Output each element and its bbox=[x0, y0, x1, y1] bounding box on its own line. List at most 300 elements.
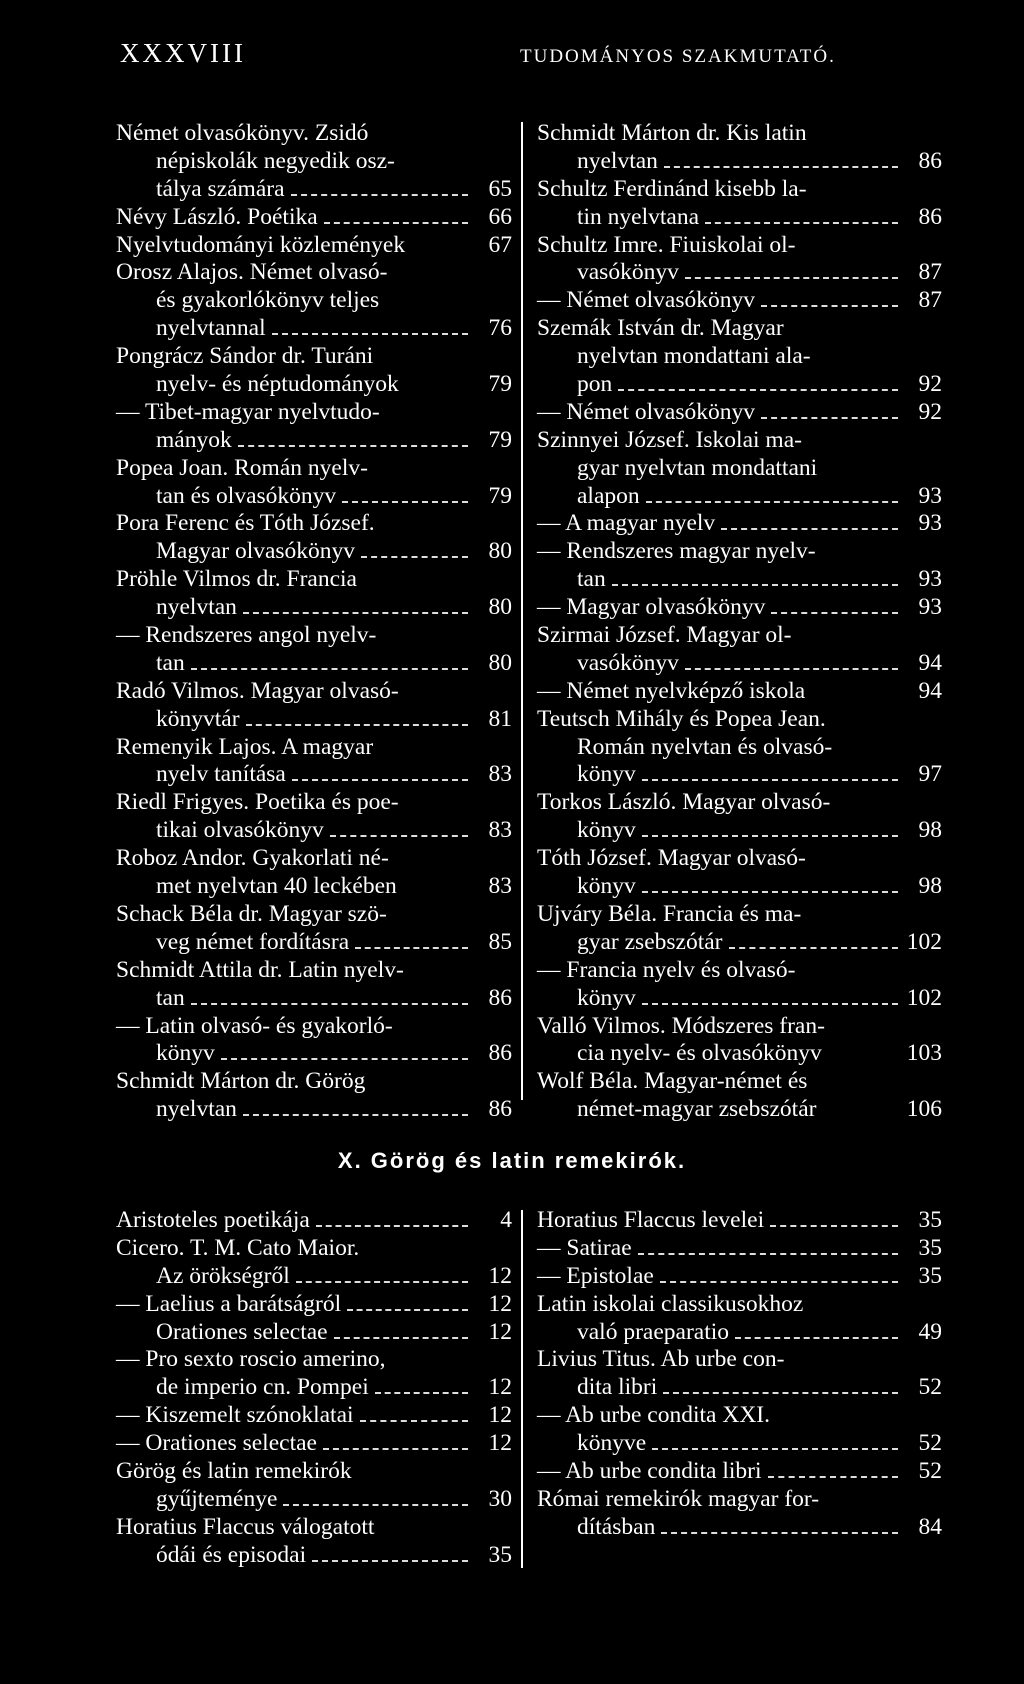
entry-text: könyve bbox=[577, 1430, 647, 1457]
entry-text: — Epistolae bbox=[537, 1262, 654, 1289]
index-entry-line bbox=[537, 566, 942, 594]
entry-text: Schack Béla dr. Magyar szö- bbox=[116, 900, 387, 927]
page-header bbox=[120, 38, 964, 78]
entry-text: Wolf Béla. Magyar-német és bbox=[537, 1068, 808, 1095]
leader-dots bbox=[292, 779, 468, 781]
page-number: 12 bbox=[488, 1318, 512, 1345]
leader-dots bbox=[243, 1114, 468, 1116]
index-entry-line bbox=[537, 315, 942, 343]
entry-text: gyar zsebszótár bbox=[577, 928, 723, 955]
leader-dots bbox=[729, 947, 899, 949]
leader-dots bbox=[243, 612, 468, 614]
index-entry-line bbox=[537, 510, 942, 538]
page-number: 102 bbox=[906, 928, 942, 955]
entry-text: tan bbox=[577, 566, 606, 593]
entry-text: népiskolák negyedik osz- bbox=[156, 147, 395, 174]
entry-text: Schmidt Márton dr. Kis latin bbox=[537, 120, 807, 146]
entry-text: Radó Vilmos. Magyar olvasó- bbox=[116, 677, 399, 704]
index-entry-line bbox=[116, 455, 512, 483]
page-number: 84 bbox=[918, 1513, 942, 1540]
entry-text: Román nyelvtan és olvasó- bbox=[577, 733, 833, 760]
index-entry-line bbox=[116, 232, 512, 260]
entry-text: mányok bbox=[156, 426, 232, 453]
entry-text: Roboz Andor. Gyakorlati né- bbox=[116, 845, 389, 872]
leader-dots bbox=[761, 305, 898, 307]
entry-text: Schultz Ferdinánd kisebb la- bbox=[537, 175, 807, 202]
index-entry-line bbox=[116, 1402, 512, 1430]
index-entry-line bbox=[116, 734, 512, 762]
page-number: 52 bbox=[918, 1374, 942, 1401]
entry-text: gyűjteménye bbox=[156, 1485, 278, 1512]
entry-text: nyelv- és néptudományok bbox=[156, 371, 399, 398]
leader-dots bbox=[642, 1003, 898, 1005]
leader-dots bbox=[735, 1337, 898, 1339]
entry-text: Görög és latin remekirók bbox=[116, 1458, 352, 1485]
leader-dots bbox=[238, 445, 468, 447]
page-number: 79 bbox=[488, 482, 512, 509]
index-entry-line bbox=[537, 371, 942, 399]
entry-text: Orosz Alajos. Német olvasó- bbox=[116, 259, 388, 286]
entry-text: pon bbox=[577, 371, 613, 398]
entry-text: nyelv tanítása bbox=[156, 761, 286, 788]
page-number: 87 bbox=[918, 287, 942, 314]
leader-dots bbox=[721, 528, 898, 530]
page-number: 83 bbox=[488, 761, 512, 788]
page-number-roman: XXXVIII bbox=[120, 38, 246, 68]
index-entry-line bbox=[116, 817, 512, 845]
entry-text: tan és olvasókönyv bbox=[156, 482, 337, 509]
entry-text: — Német olvasókönyv bbox=[537, 287, 755, 314]
entry-text: tikai olvasókönyv bbox=[156, 817, 324, 844]
leader-dots bbox=[191, 668, 468, 670]
entry-text: könyv bbox=[577, 761, 636, 788]
index-entry-line bbox=[116, 1346, 512, 1374]
index-entry-line bbox=[116, 594, 512, 622]
entry-text: Pongrácz Sándor dr. Turáni bbox=[116, 343, 374, 370]
index-entry-line bbox=[116, 1040, 512, 1068]
index-entry-line bbox=[116, 845, 512, 873]
index-entry-line bbox=[537, 1235, 942, 1263]
entry-text: Német olvasókönyv. Zsidó bbox=[116, 120, 369, 146]
leader-dots bbox=[612, 584, 898, 586]
index-entry-line bbox=[116, 148, 512, 176]
entry-text: gyar nyelvtan mondattani bbox=[577, 454, 818, 481]
entry-text: tan bbox=[156, 984, 185, 1011]
index-entry-line bbox=[537, 1040, 942, 1068]
index-entry-line bbox=[116, 1514, 512, 1542]
index-entry-line bbox=[116, 1542, 512, 1570]
page-number: 67 bbox=[488, 231, 512, 258]
entry-text: vasókönyv bbox=[577, 259, 679, 286]
page-number: 97 bbox=[918, 761, 942, 788]
page-number: 86 bbox=[918, 203, 942, 230]
entry-text: de imperio cn. Pompei bbox=[156, 1374, 369, 1401]
index-entry-line bbox=[537, 622, 942, 650]
index-entry-line bbox=[537, 232, 942, 260]
entry-text: tin nyelvtana bbox=[577, 203, 700, 230]
entry-text: Popea Joan. Román nyelv- bbox=[116, 454, 368, 481]
entry-text: — Orationes selectae bbox=[116, 1430, 317, 1457]
page-number: 93 bbox=[918, 510, 942, 537]
index-column-2 bbox=[537, 120, 942, 1124]
entry-text: könyvtár bbox=[156, 705, 240, 732]
index-entry-line bbox=[537, 734, 942, 762]
leader-dots bbox=[342, 501, 468, 503]
index-entry-line bbox=[116, 1263, 512, 1291]
index-entry-line bbox=[537, 343, 942, 371]
page-number: 85 bbox=[488, 928, 512, 955]
page-number: 102 bbox=[906, 984, 942, 1011]
leader-dots bbox=[330, 835, 468, 837]
page-number: 106 bbox=[906, 1096, 942, 1123]
column-divider-top bbox=[521, 122, 523, 1100]
entry-text: Riedl Frigyes. Poetika és poe- bbox=[116, 789, 399, 816]
index-entry-line bbox=[116, 1291, 512, 1319]
page-number: 35 bbox=[918, 1207, 942, 1233]
entry-text: Aristoteles poetikája bbox=[116, 1207, 310, 1233]
index-entry-line bbox=[537, 1013, 942, 1041]
index-entry-line bbox=[537, 259, 942, 287]
entry-text: Nyelvtudományi közlemények bbox=[116, 231, 406, 258]
index-entry-line bbox=[116, 1013, 512, 1041]
leader-dots bbox=[638, 1253, 898, 1255]
index-entry-line bbox=[116, 901, 512, 929]
entry-text: Ujváry Béla. Francia és ma- bbox=[537, 900, 802, 927]
running-title: TUDOMÁNYOS SZAKMUTATÓ. bbox=[520, 46, 836, 67]
page-number: 92 bbox=[918, 371, 942, 398]
index-entry-line bbox=[116, 204, 512, 232]
index-entry-line bbox=[116, 1374, 512, 1402]
entry-text: cia nyelv- és olvasókönyv bbox=[577, 1040, 822, 1067]
page-number: 12 bbox=[488, 1402, 512, 1429]
index-entry-line bbox=[116, 1319, 512, 1347]
entry-text: dításban bbox=[577, 1513, 656, 1540]
entry-text: — Német nyelvképző iskola bbox=[537, 677, 806, 704]
index-column-4 bbox=[537, 1207, 942, 1542]
page-number: 66 bbox=[488, 203, 512, 230]
entry-text: veg német fordításra bbox=[156, 928, 350, 955]
entry-text: — A magyar nyelv bbox=[537, 510, 716, 537]
entry-text: — Laelius a barátságról bbox=[116, 1290, 342, 1317]
index-entry-line bbox=[116, 259, 512, 287]
entry-text: Tóth József. Magyar olvasó- bbox=[537, 845, 806, 872]
entry-text: nyelvtannal bbox=[156, 315, 266, 342]
leader-dots bbox=[323, 1448, 468, 1450]
page-number: 80 bbox=[488, 649, 512, 676]
index-entry-line bbox=[537, 1346, 942, 1374]
leader-dots bbox=[768, 1476, 898, 1478]
entry-text: nyelvtan bbox=[156, 1096, 237, 1123]
page-number: 4 bbox=[500, 1207, 512, 1233]
entry-text: könyv bbox=[577, 817, 636, 844]
entry-text: nyelvtan mondattani ala- bbox=[577, 343, 811, 370]
entry-text: Cicero. T. M. Cato Maior. bbox=[116, 1234, 360, 1261]
entry-text: való praeparatio bbox=[577, 1318, 730, 1345]
entry-text: Torkos László. Magyar olvasó- bbox=[537, 789, 831, 816]
page-number: 98 bbox=[918, 817, 942, 844]
entry-text: met nyelvtan 40 leckében bbox=[156, 873, 397, 900]
index-entry-line bbox=[116, 1068, 512, 1096]
leader-dots bbox=[618, 389, 898, 391]
page-number: 94 bbox=[918, 649, 942, 676]
index-entry-line bbox=[537, 1402, 942, 1430]
index-entry-line bbox=[537, 706, 942, 734]
index-entry-line bbox=[116, 1207, 512, 1235]
index-entry-line bbox=[537, 455, 942, 483]
index-entry-line bbox=[537, 1263, 942, 1291]
section-heading: X. Görög és latin remekirók. bbox=[337, 1148, 687, 1173]
entry-text: Pröhle Vilmos dr. Francia bbox=[116, 566, 357, 593]
leader-dots bbox=[705, 222, 898, 224]
index-entry-line bbox=[116, 1235, 512, 1263]
index-entry-line bbox=[537, 1207, 942, 1235]
entry-text: dita libri bbox=[577, 1374, 658, 1401]
leader-dots bbox=[283, 1504, 468, 1506]
page-number: 52 bbox=[918, 1430, 942, 1457]
page-number: 98 bbox=[918, 873, 942, 900]
index-entry-line bbox=[116, 873, 512, 901]
index-entry-line bbox=[116, 566, 512, 594]
index-entry-line bbox=[116, 287, 512, 315]
index-entry-line bbox=[537, 1458, 942, 1486]
leader-dots bbox=[652, 1448, 898, 1450]
entry-text: Az örökségről bbox=[156, 1262, 290, 1289]
leader-dots bbox=[642, 891, 898, 893]
index-entry-line bbox=[537, 957, 942, 985]
entry-text: Orationes selectae bbox=[156, 1318, 328, 1345]
index-entry-line bbox=[116, 510, 512, 538]
entry-text: — Latin olvasó- és gyakorló- bbox=[116, 1012, 393, 1039]
page-number: 80 bbox=[488, 538, 512, 565]
index-entry-line bbox=[537, 399, 942, 427]
entry-text: nyelvtan bbox=[156, 594, 237, 621]
leader-dots bbox=[642, 779, 898, 781]
leader-dots bbox=[291, 194, 468, 196]
index-entry-line bbox=[116, 929, 512, 957]
index-entry-line bbox=[537, 1514, 942, 1542]
page-number: 35 bbox=[918, 1234, 942, 1261]
index-entry-line bbox=[537, 817, 942, 845]
page-number: 87 bbox=[918, 259, 942, 286]
leader-dots bbox=[661, 1532, 898, 1534]
page-number: 83 bbox=[488, 817, 512, 844]
entry-text: — Satirae bbox=[537, 1234, 632, 1261]
entry-text: Valló Vilmos. Módszeres fran- bbox=[537, 1012, 825, 1039]
entry-text: — Pro sexto roscio amerino, bbox=[116, 1346, 386, 1373]
leader-dots bbox=[334, 1337, 468, 1339]
entry-text: — Német olvasókönyv bbox=[537, 398, 755, 425]
index-entry-line bbox=[537, 1430, 942, 1458]
entry-text: Szemák István dr. Magyar bbox=[537, 315, 784, 342]
page-number: 86 bbox=[918, 147, 942, 174]
leader-dots bbox=[347, 1309, 468, 1311]
entry-text: Szinnyei József. Iskolai ma- bbox=[537, 426, 802, 453]
page-number: 49 bbox=[918, 1318, 942, 1345]
entry-text: — Kiszemelt szónoklatai bbox=[116, 1402, 354, 1429]
index-entry-line bbox=[116, 399, 512, 427]
page-number: 65 bbox=[488, 175, 512, 202]
entry-text: Horatius Flaccus válogatott bbox=[116, 1513, 375, 1540]
entry-text: könyv bbox=[577, 873, 636, 900]
index-entry-line bbox=[537, 650, 942, 678]
index-entry-line bbox=[537, 761, 942, 789]
entry-text: — Ab urbe condita XXI. bbox=[537, 1402, 770, 1429]
page-number: 12 bbox=[488, 1430, 512, 1457]
index-entry-line bbox=[116, 706, 512, 734]
index-entry-line bbox=[116, 678, 512, 706]
entry-text: német-magyar zsebszótár bbox=[577, 1096, 817, 1123]
index-entry-line bbox=[537, 929, 942, 957]
entry-text: — Ab urbe condita libri bbox=[537, 1458, 762, 1485]
index-entry-line bbox=[116, 761, 512, 789]
entry-text: Schultz Imre. Fiuiskolai ol- bbox=[537, 231, 796, 258]
entry-text: tan bbox=[156, 649, 185, 676]
entry-text: Latin iskolai classikusokhoz bbox=[537, 1290, 804, 1317]
index-column-1 bbox=[116, 120, 512, 1124]
index-entry-line bbox=[116, 1430, 512, 1458]
index-entry-line bbox=[116, 985, 512, 1013]
leader-dots bbox=[685, 668, 898, 670]
page-number: 93 bbox=[918, 594, 942, 621]
leader-dots bbox=[685, 277, 898, 279]
entry-text: — Rendszeres magyar nyelv- bbox=[537, 538, 816, 565]
index-entry-line bbox=[116, 315, 512, 343]
index-entry-line bbox=[537, 678, 942, 706]
index-entry-line bbox=[537, 176, 942, 204]
leader-dots bbox=[324, 222, 468, 224]
page-number: 12 bbox=[488, 1290, 512, 1317]
entry-text: alapon bbox=[577, 482, 640, 509]
index-entry-line bbox=[116, 1458, 512, 1486]
index-entry-line bbox=[116, 483, 512, 511]
leader-dots bbox=[660, 1281, 898, 1283]
page-number: 35 bbox=[488, 1541, 512, 1568]
index-entry-line bbox=[116, 1096, 512, 1124]
leader-dots bbox=[246, 724, 468, 726]
index-entry-line bbox=[537, 1374, 942, 1402]
page-number: 80 bbox=[488, 594, 512, 621]
leader-dots bbox=[191, 1003, 468, 1005]
index-entry-line bbox=[116, 957, 512, 985]
page-number: 12 bbox=[488, 1262, 512, 1289]
page-number: 92 bbox=[918, 398, 942, 425]
index-entry-line bbox=[537, 901, 942, 929]
page-number: 35 bbox=[918, 1262, 942, 1289]
leader-dots bbox=[770, 1225, 898, 1227]
leader-dots bbox=[642, 835, 898, 837]
index-entry-line bbox=[116, 1486, 512, 1514]
entry-text: Horatius Flaccus levelei bbox=[537, 1207, 765, 1233]
entry-text: Schmidt Márton dr. Görög bbox=[116, 1068, 366, 1095]
index-entry-line bbox=[537, 1068, 942, 1096]
entry-text: és gyakorlókönyv teljes bbox=[156, 287, 380, 314]
leader-dots bbox=[361, 556, 468, 558]
leader-dots bbox=[312, 1560, 468, 1562]
leader-dots bbox=[646, 501, 898, 503]
index-entry-line bbox=[537, 483, 942, 511]
page-number: 52 bbox=[918, 1458, 942, 1485]
index-entry-line bbox=[537, 873, 942, 901]
entry-text: tálya számára bbox=[156, 175, 285, 202]
entry-text: Névy László. Poétika bbox=[116, 203, 318, 230]
page-number: 94 bbox=[918, 677, 942, 704]
entry-text: Remenyik Lajos. A magyar bbox=[116, 733, 374, 760]
page-number: 76 bbox=[488, 315, 512, 342]
index-entry-line bbox=[537, 1319, 942, 1347]
entry-text: Livius Titus. Ab urbe con- bbox=[537, 1346, 785, 1373]
index-entry-line bbox=[116, 538, 512, 566]
page-number: 103 bbox=[906, 1040, 942, 1067]
index-entry-line bbox=[537, 845, 942, 873]
entry-text: Magyar olvasókönyv bbox=[156, 538, 356, 565]
page-number: 86 bbox=[488, 1096, 512, 1123]
entry-text: Szirmai József. Magyar ol- bbox=[537, 622, 792, 649]
entry-text: Schmidt Attila dr. Latin nyelv- bbox=[116, 956, 404, 983]
entry-text: — Francia nyelv és olvasó- bbox=[537, 956, 796, 983]
index-entry-line bbox=[537, 1486, 942, 1514]
column-divider-bottom bbox=[521, 1210, 523, 1568]
page-number: 93 bbox=[918, 566, 942, 593]
page-number: 30 bbox=[488, 1485, 512, 1512]
entry-text: könyv bbox=[577, 984, 636, 1011]
leader-dots bbox=[355, 947, 468, 949]
index-entry-line bbox=[537, 538, 942, 566]
entry-text: vasókönyv bbox=[577, 649, 679, 676]
index-entry-line bbox=[116, 120, 512, 148]
index-entry-line bbox=[116, 427, 512, 455]
index-entry-line bbox=[537, 427, 942, 455]
index-column-3 bbox=[116, 1207, 512, 1570]
entry-text: — Rendszeres angol nyelv- bbox=[116, 622, 377, 649]
entry-text: Római remekirók magyar for- bbox=[537, 1485, 820, 1512]
index-entry-line bbox=[537, 594, 942, 622]
entry-text: ódái és episodai bbox=[156, 1541, 307, 1568]
leader-dots bbox=[664, 166, 898, 168]
entry-text: Pora Ferenc és Tóth József. bbox=[116, 510, 375, 537]
leader-dots bbox=[761, 417, 898, 419]
index-entry-line bbox=[537, 287, 942, 315]
leader-dots bbox=[221, 1058, 468, 1060]
page-number: 12 bbox=[488, 1374, 512, 1401]
index-entry-line bbox=[116, 176, 512, 204]
page-number: 79 bbox=[488, 371, 512, 398]
page-number: 79 bbox=[488, 426, 512, 453]
index-entry-line bbox=[537, 148, 942, 176]
index-entry-line bbox=[116, 789, 512, 817]
page-number: 81 bbox=[488, 705, 512, 732]
index-entry-line bbox=[116, 371, 512, 399]
leader-dots bbox=[296, 1281, 468, 1283]
index-entry-line bbox=[537, 120, 942, 148]
leader-dots bbox=[272, 333, 468, 335]
page-number: 83 bbox=[488, 873, 512, 900]
leader-dots bbox=[316, 1225, 468, 1227]
leader-dots bbox=[375, 1392, 468, 1394]
leader-dots bbox=[360, 1420, 468, 1422]
index-entry-line bbox=[537, 1291, 942, 1319]
page-number: 86 bbox=[488, 984, 512, 1011]
index-entry-line bbox=[537, 789, 942, 817]
entry-text: — Tibet-magyar nyelvtudo- bbox=[116, 398, 380, 425]
index-entry-line bbox=[116, 622, 512, 650]
entry-text: könyv bbox=[156, 1040, 215, 1067]
leader-dots bbox=[663, 1392, 898, 1394]
index-entry-line bbox=[537, 1096, 942, 1124]
page-number: 93 bbox=[918, 482, 942, 509]
index-entry-line bbox=[537, 204, 942, 232]
index-entry-line bbox=[116, 650, 512, 678]
page-number: 86 bbox=[488, 1040, 512, 1067]
